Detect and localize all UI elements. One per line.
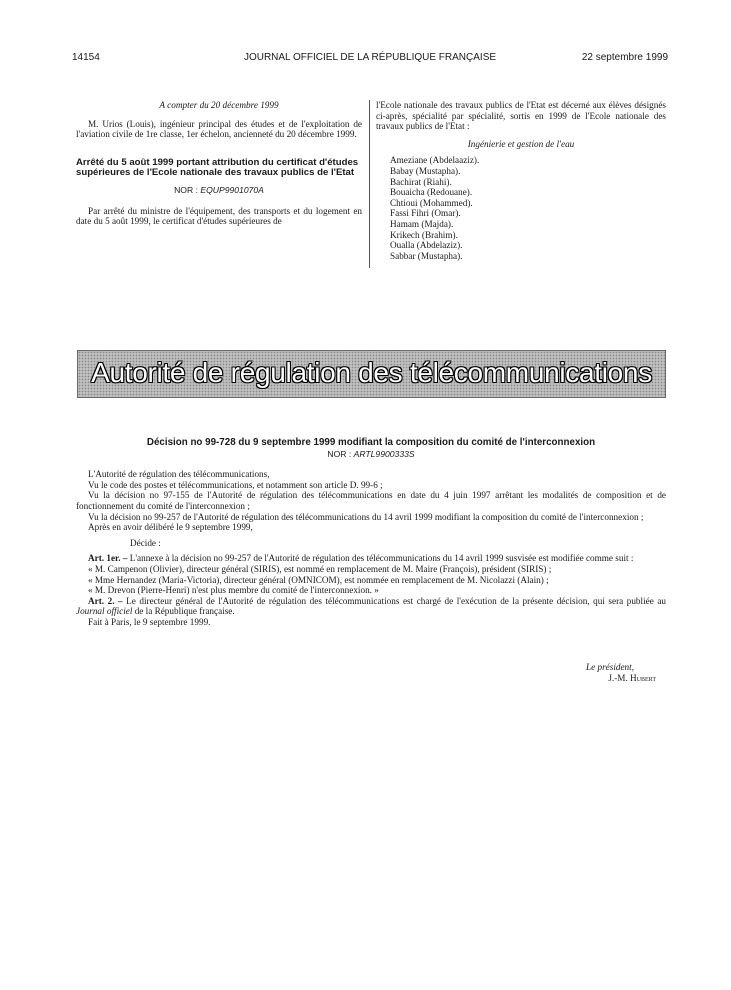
arrete-nor (76, 185, 362, 196)
article-1-label: Art. 1er. – (88, 553, 128, 564)
right-column (376, 100, 666, 261)
article-1 (76, 553, 666, 564)
signature-surname: Hubert (630, 672, 656, 683)
list-item: Hamam (Majda). (390, 218, 454, 229)
page-number: 14154 (72, 52, 100, 63)
article-2-text: Le directeur général de l'Autorité de régulation des télécommunications est chargé de l'exécution de la présente décision, qui sera publiée au (122, 595, 666, 606)
decision-paragraph: Vu la décision no 99-257 de l'Autorité de régulation des télécommunications du 14 avril 1999 modifiant la composition du comité de l'interconnexion ; (88, 511, 644, 522)
decision-paragraph: Vu le code des postes et télécommunications, et notamment son article D. 99-6 ; (88, 479, 383, 490)
arrete-body: Par arrêté du ministre de l'équipement, des transports et du logement en date du 5 août 1999, le certificat d'études supérieures de (76, 205, 362, 227)
decision-section (76, 438, 666, 628)
article-2 (76, 596, 666, 617)
nor-code: EQUP9901070A (200, 184, 264, 195)
journal-officiel: Journal officiel (76, 606, 133, 617)
signature-block (76, 662, 662, 683)
nor-label: NOR : (174, 184, 201, 195)
list-item: Sabbar (Mustapha). (390, 250, 463, 261)
list-item: Bachirat (Riahi). (390, 176, 452, 187)
decision-nor (76, 449, 666, 460)
left-column (76, 100, 362, 227)
decide-heading: Décide : (130, 537, 161, 548)
nor-label: NOR : (327, 448, 354, 459)
article-2-label: Art. 2. – (88, 595, 123, 606)
list-item: Krikech (Brahim). (390, 229, 458, 240)
signature-name (76, 673, 662, 684)
fait-a-paris: Fait à Paris, le 9 septembre 1999. (88, 616, 211, 627)
page-header (72, 52, 668, 68)
decision-paragraph: Après en avoir délibéré le 9 septembre 1999, (88, 522, 253, 533)
journal-title: JOURNAL OFFICIEL DE LA RÉPUBLIQUE FRANÇAISE (243, 52, 497, 63)
list-item: Bouaicha (Redouane). (390, 187, 473, 198)
nor-code: ARTL9900333S (353, 448, 415, 459)
article-1-text: L'annexe à la décision no 99-257 de l'Autorité de régulation des télécommunications du 14 avril 1999 susvisée est modifiée comme suit : (127, 553, 634, 564)
specialty-heading: Ingénierie et gestion de l'eau (467, 138, 575, 149)
decision-paragraph: L'Autorité de régulation des télécommunications, (88, 469, 270, 480)
banner-title: Autorité de régulation des télécommunications (91, 357, 652, 388)
graduate-list (390, 155, 666, 261)
list-item: Fassi Fihri (Omar). (390, 208, 461, 219)
signature-role: Le président, (586, 662, 634, 672)
decision-title: Décision no 99-728 du 9 septembre 1999 modifiant la composition du comité de l'interconnexion (146, 437, 596, 448)
quote-line: « M. Campenon (Olivier), directeur général (SIRIS), est nommé en remplacement de M. Maire (François), président (SIRIS) ; (88, 563, 552, 574)
article-2-text-end: de la République française. (132, 606, 235, 617)
list-item: Oualla (Abdelaziz). (390, 240, 463, 251)
right-body: l'Ecole nationale des travaux publics de l'Etat est décerné aux élèves désignés ci-après, spécialité par spécialité, sortis en 1999 de l'Ecole nationale des travaux publics de l'Etat : (376, 100, 666, 132)
list-item: Chtioui (Mohammed). (390, 197, 473, 208)
urios-paragraph: M. Urios (Louis), ingénieur principal des études et de l'exploitation de l'aviation civile de 1re classe, 1er échelon, ancienneté du 20 décembre 1999. (76, 118, 362, 140)
dateline: A compter du 20 décembre 1999 (159, 100, 279, 110)
quote-line: « M. Drevon (Pierre-Henri) n'est plus membre du comité de l'interconnexion. » (88, 585, 379, 596)
section-banner (77, 350, 666, 398)
decision-paragraph: Vu la décision no 97-155 de l'Autorité de régulation des télécommunications en date du 4 juin 1997 arrêtant les modalités de composition et de fonctionnement du comité de l'interconnexion ; (76, 490, 666, 511)
arrete-title: Arrêté du 5 août 1999 portant attribution du certificat d'études supérieures de l'Ecole nationale des travaux publics de l'Etat (76, 156, 359, 179)
quote-line: « Mme Hernandez (Maria-Victoria), directeur général (OMNICOM), est nommée en remplacement de M. Nicolazzi (Alain) ; (88, 574, 549, 585)
column-divider (369, 100, 370, 268)
signature-initials: J.-M. (608, 672, 631, 683)
issue-date: 22 septembre 1999 (581, 52, 668, 63)
list-item: Ameziane (Abdelaaziz). (390, 155, 480, 166)
list-item: Babay (Mustapha). (390, 165, 461, 176)
